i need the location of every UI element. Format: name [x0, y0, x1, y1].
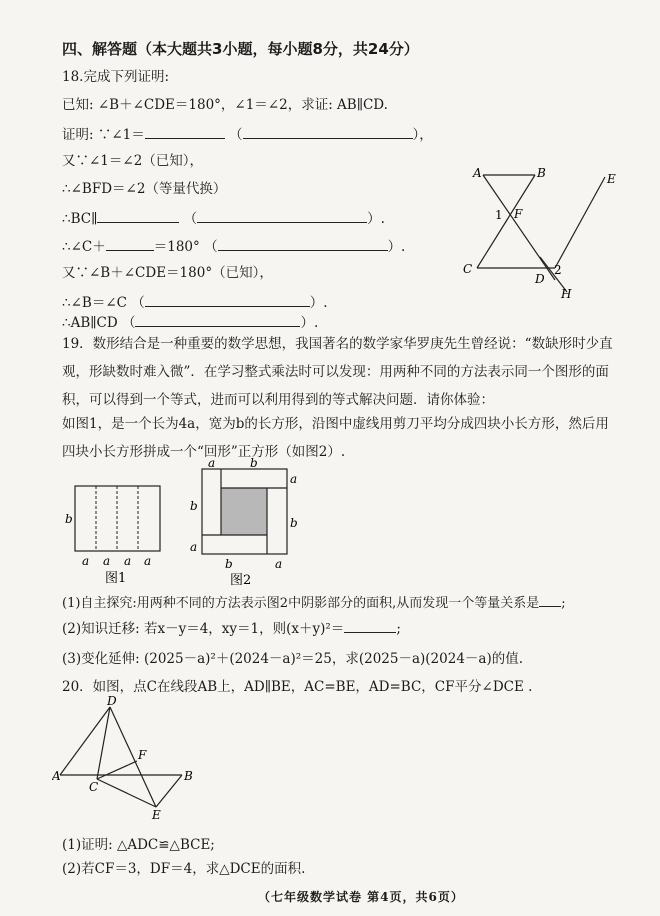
label-b: B: [184, 769, 193, 783]
figure-2-caption: 图2: [230, 573, 252, 588]
paren-open: （: [131, 295, 145, 311]
bc-parallel-lead: ∴BC∥: [62, 211, 98, 227]
section-title: 四、解答题（本大题共3小题，每小题8分，共24分）: [62, 40, 419, 58]
paren-open: （: [121, 315, 136, 331]
segment-ad: [483, 175, 555, 280]
label-a: a: [290, 472, 298, 486]
q18-conclusion: [62, 312, 318, 332]
label-b: B: [537, 166, 546, 180]
label-a: a: [208, 456, 216, 470]
label-a: a: [82, 554, 90, 568]
eq-180: ＝180°: [153, 239, 200, 255]
label-f: F: [138, 748, 147, 762]
q19-part1: [62, 592, 566, 613]
reason-blank[interactable]: [218, 236, 388, 251]
label-angle-2: 2: [554, 263, 562, 277]
label-e: E: [152, 808, 161, 822]
paren-close: ）.: [300, 315, 319, 331]
shaded-inner-square: [221, 488, 267, 535]
paren-close: ）.: [387, 239, 406, 255]
label-b: b: [190, 499, 198, 513]
q19-figure-2: [180, 455, 305, 590]
label-a: a: [144, 554, 152, 568]
label-b: b: [65, 512, 73, 526]
b-eq-c-lead: ∴∠B＝∠C: [62, 295, 127, 311]
q19-part2: [62, 618, 401, 638]
q20-part2: (2)若CF＝3，DF＝4，求△DCE的面积.: [62, 861, 306, 877]
answer-blank[interactable]: [106, 236, 154, 251]
q18-heading: 18.完成下列证明:: [62, 69, 170, 85]
line-de: [555, 177, 605, 268]
figure-1-caption: 图1: [105, 571, 127, 586]
paren-open: （: [204, 239, 218, 255]
label-e: E: [607, 172, 616, 186]
answer-blank[interactable]: [97, 208, 179, 223]
label-c: C: [89, 780, 99, 794]
label-a: a: [275, 557, 283, 571]
label-a: a: [190, 540, 198, 554]
label-b: b: [250, 456, 258, 470]
q19-figure-1: [60, 478, 170, 588]
page-footer: （七年级数学试卷 第4页，共6页）: [258, 890, 464, 904]
label-a: A: [52, 769, 61, 783]
segment-bc: [477, 175, 535, 268]
q18-c-plus: [62, 236, 405, 256]
q18-bfd: ∴∠BFD＝∠2（等量代换）: [62, 181, 227, 197]
reason-blank[interactable]: [243, 124, 413, 139]
q18-given: 已知: ∠B＋∠CDE＝180°，∠1＝∠2，求证: AB∥CD.: [62, 97, 388, 113]
part1-text: (1)自主探究:用两种不同的方法表示图2中阴影部分的面积,从而发现一个等量关系是: [62, 596, 540, 611]
q20-figure: [52, 695, 202, 823]
label-h: H: [561, 287, 572, 301]
label-b: b: [225, 557, 233, 571]
q18-proof-line1: [62, 124, 433, 144]
q18-again: 又∵∠B＋∠CDE＝180°（已知），: [62, 265, 273, 281]
paren-open: （: [229, 127, 243, 143]
q18-figure: [455, 165, 630, 305]
part1-end: ;: [561, 596, 566, 611]
label-c: C: [463, 262, 473, 276]
segment-ad: [60, 707, 110, 775]
label-a: a: [103, 554, 111, 568]
q19-intro: 19．数形结合是一种重要的数学思想，我国著名的数学家华罗庚先生曾经说：“数缺形时少直观，形缺数时难入微”．在学习整式乘法时可以发现：用两种不同的方法表示同一个图形的面积，可以得到一个等式，进而可以利用得到的等式解决问题．请你体验：: [62, 336, 613, 408]
segment-dc: [97, 707, 110, 779]
paren-close: ）.: [309, 295, 328, 311]
reason-blank[interactable]: [197, 208, 367, 223]
q18-b-eq-c: [62, 292, 328, 312]
label-d: D: [535, 272, 545, 286]
paren-close: ），: [412, 127, 433, 143]
answer-blank[interactable]: [145, 124, 225, 139]
answer-blank[interactable]: [539, 592, 561, 607]
label-a: a: [124, 554, 132, 568]
segment-eb: [156, 775, 182, 807]
part2-end: ;: [396, 621, 401, 637]
proof-lead: 证明: ∵∠1＝: [62, 127, 145, 143]
label-a: A: [473, 166, 482, 180]
q19-part3: (3)变化延伸: (2025－a)²＋(2024－a)²＝25，求(2025－a)(2024－a)的值.: [62, 651, 524, 667]
part2-text: (2)知识迁移: 若x－y＝4，xy＝1，则(x＋y)²＝: [62, 621, 345, 637]
label-b: b: [290, 516, 298, 530]
segment-ce: [97, 779, 156, 807]
paren-open: （: [183, 211, 198, 227]
c-plus-lead: ∴∠C＋: [62, 239, 106, 255]
q18-you-zhi: 又∵∠1＝∠2（已知），: [62, 153, 204, 169]
q19-figure-description: 如图1，是一个长为4a，宽为b的长方形，沿图中虚线用剪刀平均分成四块小长方形，然后用四块小长方形拼成一个“回形”正方形（如图2）.: [62, 416, 609, 460]
segment-de: [110, 707, 156, 807]
q18-bc-parallel: [62, 208, 385, 228]
reason-blank[interactable]: [135, 312, 300, 327]
reason-blank[interactable]: [145, 292, 310, 307]
segment-cf: [97, 761, 137, 779]
conclusion-lead: ∴AB∥CD: [62, 315, 118, 331]
label-angle-1: 1: [495, 208, 503, 222]
label-f: F: [514, 207, 523, 221]
q20-part1: (1)证明: △ADC≌△BCE;: [62, 837, 215, 853]
answer-blank[interactable]: [344, 618, 396, 633]
q20-intro: 20．如图，点C在线段AB上，AD∥BE，AC=BE，AD=BC，CF平分∠DCE .: [62, 679, 533, 695]
paren-close: ）.: [367, 211, 385, 227]
label-d: D: [107, 695, 117, 708]
